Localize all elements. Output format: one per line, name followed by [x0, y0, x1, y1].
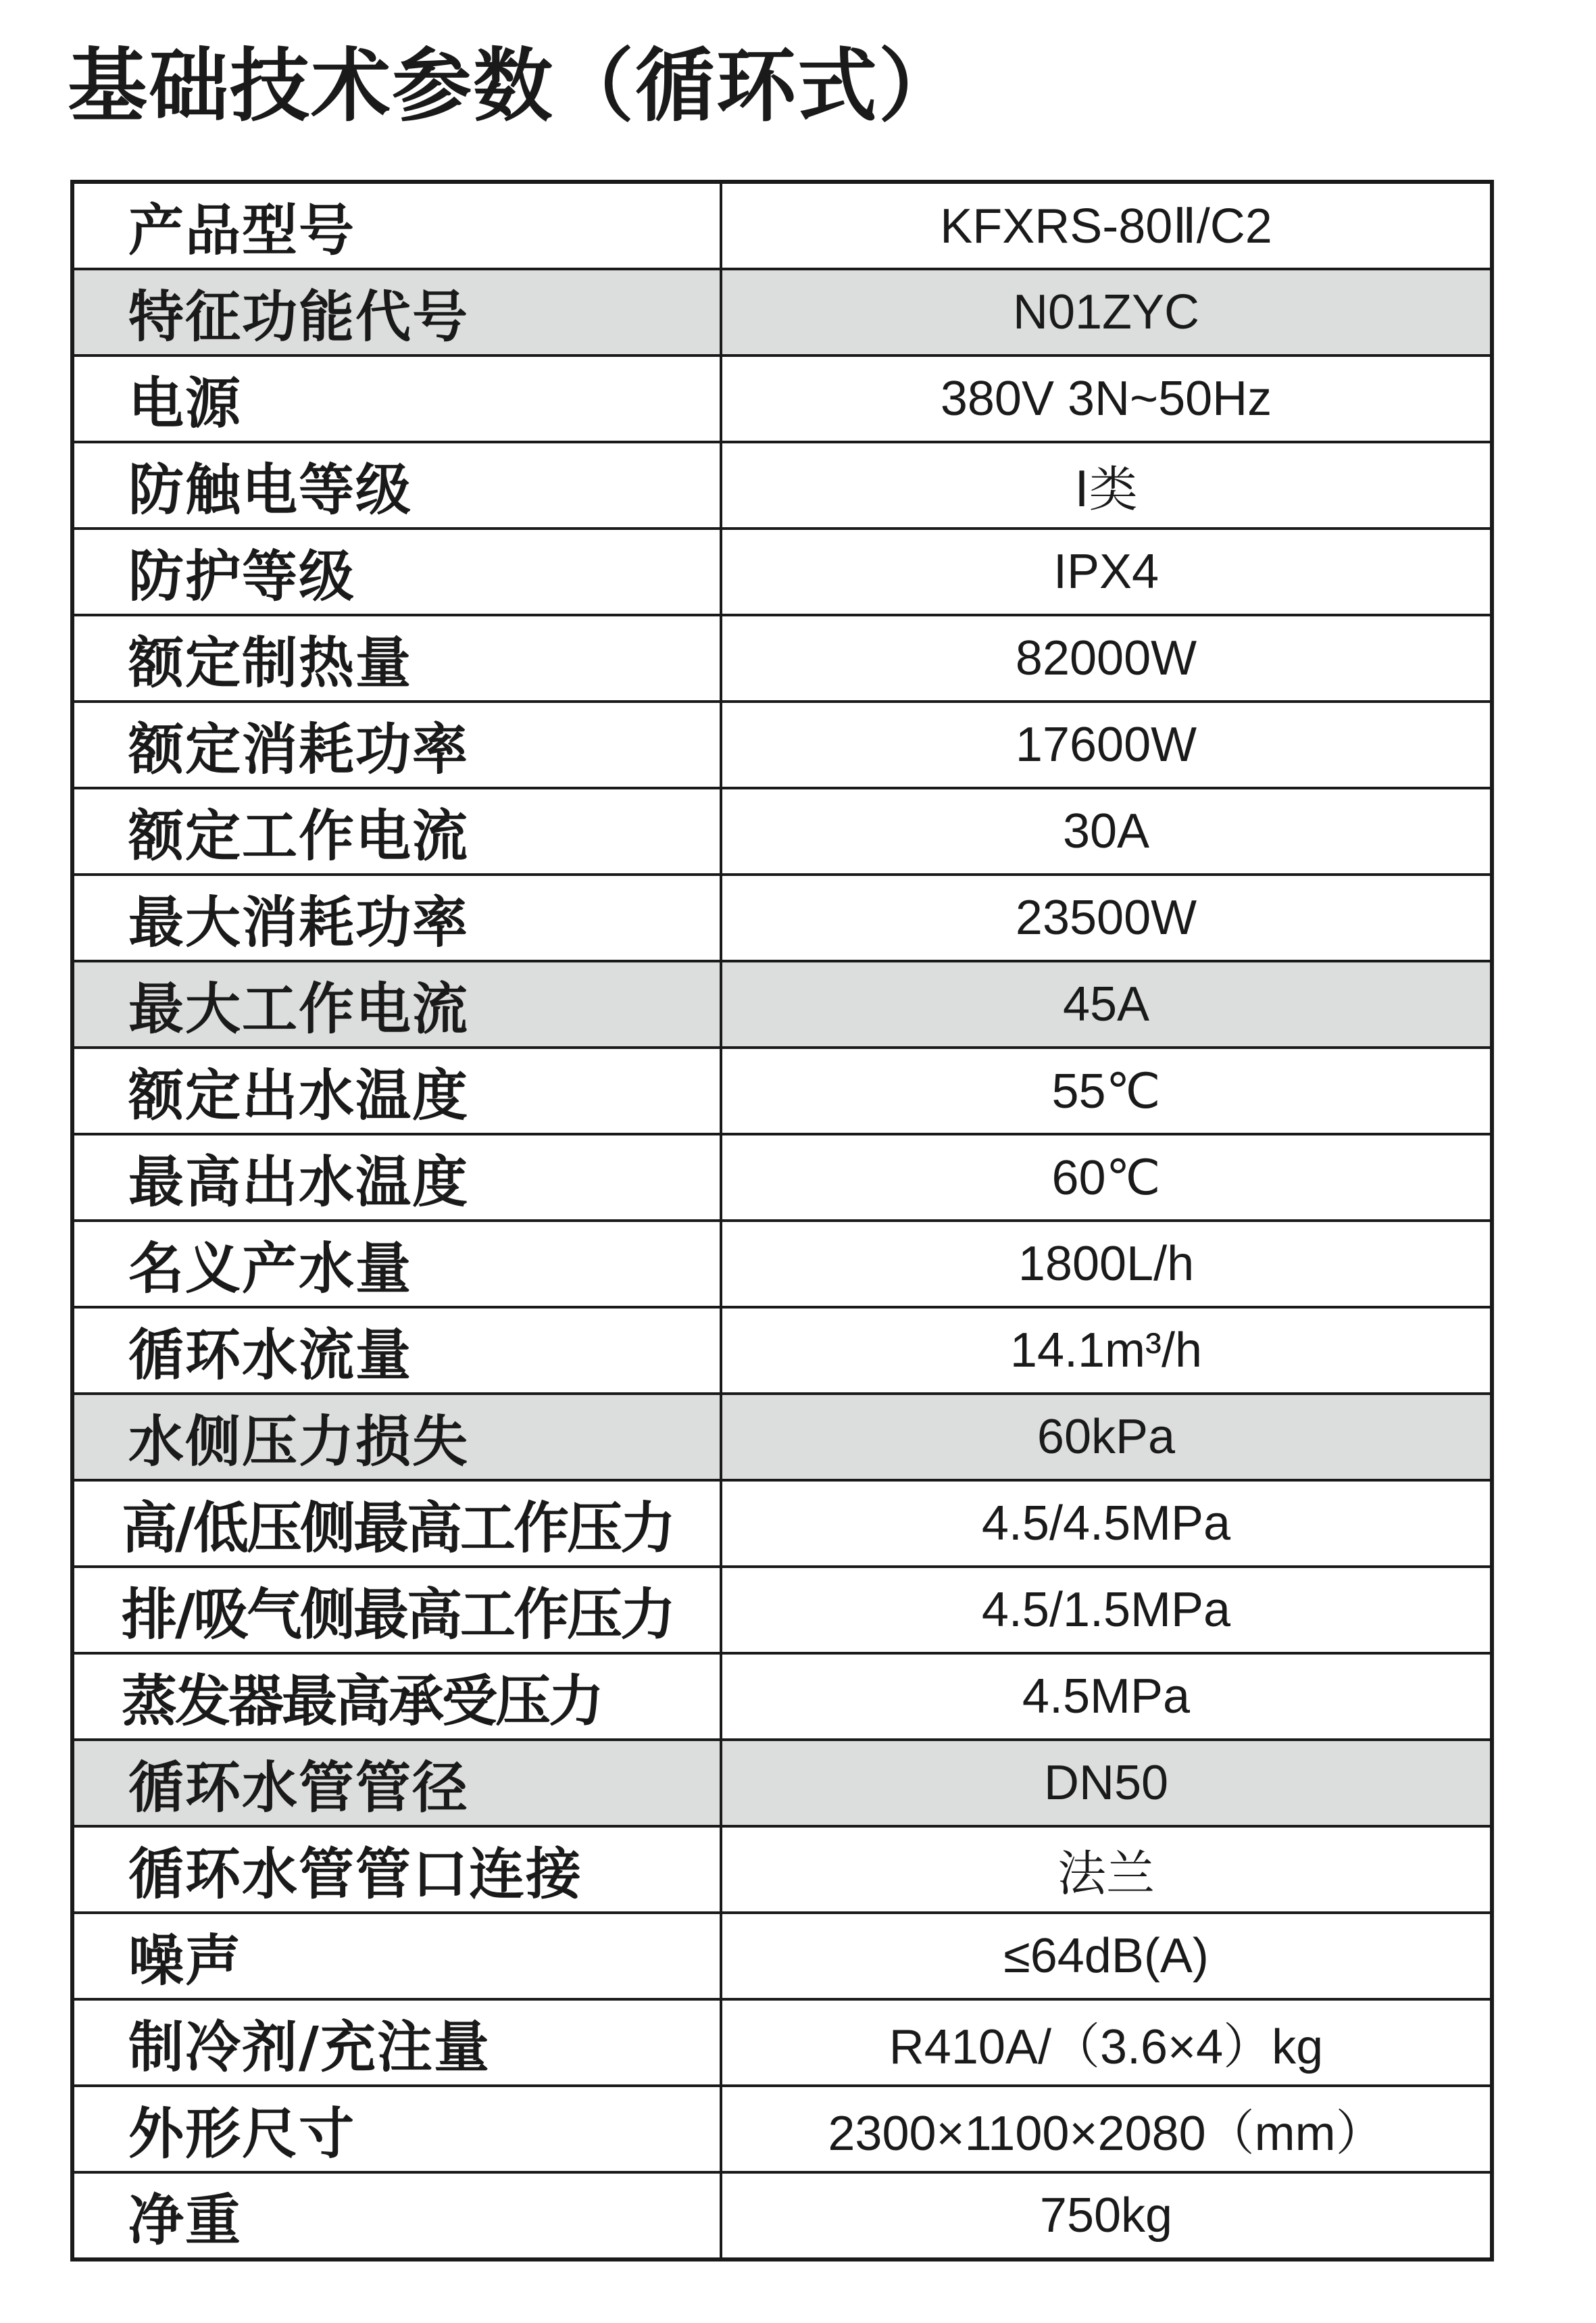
- table-row: [72, 182, 1492, 269]
- param-value: 45A: [721, 961, 1492, 1048]
- param-label: 额定消耗功率: [72, 702, 721, 788]
- param-value: 750kg: [721, 2172, 1492, 2259]
- table-row: [72, 1567, 1492, 1653]
- table-row: [72, 2172, 1492, 2259]
- param-label: 外形尺寸: [72, 2086, 721, 2172]
- param-value: 55℃: [721, 1048, 1492, 1134]
- param-value: 30A: [721, 788, 1492, 875]
- param-label: 循环水管管径: [72, 1740, 721, 1826]
- param-label: 防触电等级: [72, 442, 721, 529]
- table-row: [72, 1740, 1492, 1826]
- table-row: [72, 1999, 1492, 2086]
- table-row: [72, 1480, 1492, 1567]
- param-label: 最大工作电流: [72, 961, 721, 1048]
- table-row: [72, 1826, 1492, 1913]
- param-value: 60℃: [721, 1134, 1492, 1221]
- table-row: [72, 875, 1492, 961]
- param-label: 名义产水量: [72, 1221, 721, 1307]
- table-row: [72, 1221, 1492, 1307]
- param-label: 噪声: [72, 1913, 721, 1999]
- table-row: [72, 1653, 1492, 1740]
- param-value: N01ZYC: [721, 269, 1492, 356]
- table-row: [72, 1134, 1492, 1221]
- param-label: 电源: [72, 356, 721, 442]
- param-value: 82000W: [721, 615, 1492, 702]
- param-label: 额定出水温度: [72, 1048, 721, 1134]
- table-row: [72, 615, 1492, 702]
- table-row: [72, 788, 1492, 875]
- spec-table-body: [72, 182, 1492, 2259]
- table-row: [72, 1394, 1492, 1480]
- param-value: Ⅰ类: [721, 442, 1492, 529]
- page-title: 基础技术参数（循环式）: [68, 39, 960, 132]
- param-label: 制冷剂/充注量: [72, 1999, 721, 2086]
- param-label: 净重: [72, 2172, 721, 2259]
- table-row: [72, 442, 1492, 529]
- param-value: 380V 3N~50Hz: [721, 356, 1492, 442]
- param-value: R410A/（3.6×4）kg: [721, 1999, 1492, 2086]
- param-value: ≤64dB(A): [721, 1913, 1492, 1999]
- param-label: 循环水流量: [72, 1307, 721, 1394]
- param-label: 额定制热量: [72, 615, 721, 702]
- param-label: 循环水管管口连接: [72, 1826, 721, 1913]
- table-row: [72, 529, 1492, 615]
- param-value: 60kPa: [721, 1394, 1492, 1480]
- param-label: 额定工作电流: [72, 788, 721, 875]
- param-value: DN50: [721, 1740, 1492, 1826]
- spec-table: [70, 180, 1494, 2261]
- param-value: 14.1m³/h: [721, 1307, 1492, 1394]
- table-row: [72, 961, 1492, 1048]
- table-row: [72, 1048, 1492, 1134]
- param-value: 法兰: [721, 1826, 1492, 1913]
- param-value: KFXRS-80Ⅱ/C2: [721, 182, 1492, 269]
- param-label: 最大消耗功率: [72, 875, 721, 961]
- param-value: 4.5MPa: [721, 1653, 1492, 1740]
- param-label: 最高出水温度: [72, 1134, 721, 1221]
- param-label: 产品型号: [72, 182, 721, 269]
- table-row: [72, 2086, 1492, 2172]
- param-value: 1800L/h: [721, 1221, 1492, 1307]
- param-value: 23500W: [721, 875, 1492, 961]
- param-value: 17600W: [721, 702, 1492, 788]
- param-value: 4.5/4.5MPa: [721, 1480, 1492, 1567]
- param-label: 特征功能代号: [72, 269, 721, 356]
- param-value: 4.5/1.5MPa: [721, 1567, 1492, 1653]
- table-row: [72, 269, 1492, 356]
- param-label: 防护等级: [72, 529, 721, 615]
- param-label: 蒸发器最高承受压力: [72, 1653, 721, 1740]
- param-value: IPX4: [721, 529, 1492, 615]
- table-row: [72, 356, 1492, 442]
- table-row: [72, 1307, 1492, 1394]
- param-label: 排/吸气侧最高工作压力: [72, 1567, 721, 1653]
- param-value: 2300×1100×2080（mm）: [721, 2086, 1492, 2172]
- param-label: 高/低压侧最高工作压力: [72, 1480, 721, 1567]
- param-label: 水侧压力损失: [72, 1394, 721, 1480]
- table-row: [72, 1913, 1492, 1999]
- table-row: [72, 702, 1492, 788]
